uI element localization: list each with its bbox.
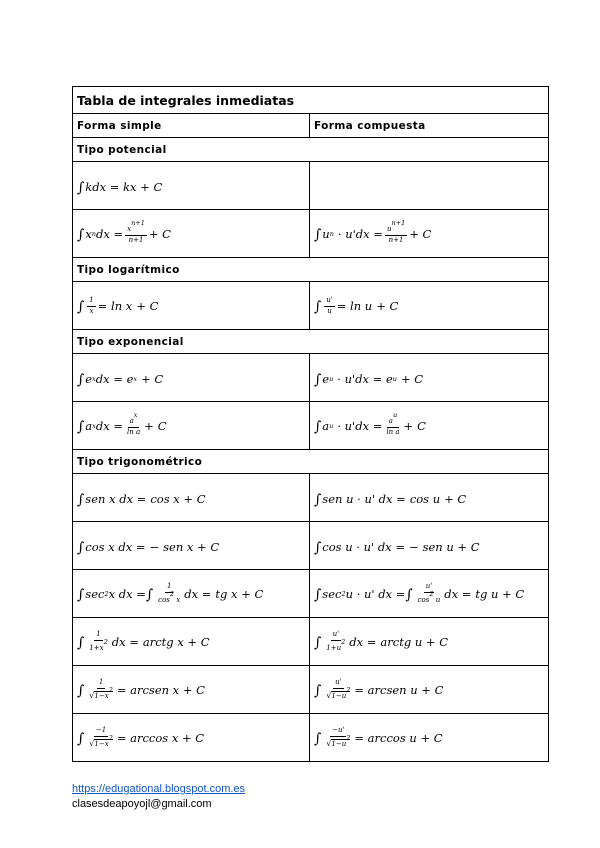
formula-pot2c: ∫ u n · u'dx = $\frac{u^{n+1}}{n+1}$ + C	[314, 218, 432, 244]
formula-cell	[310, 522, 549, 570]
footer	[72, 782, 245, 812]
contact-email: clasesdeapoyojl@gmail.com	[72, 798, 212, 810]
header-simple: Forma simple	[73, 114, 310, 138]
formula-cell	[310, 210, 549, 258]
formula-cell	[73, 714, 310, 762]
integrals-table	[72, 86, 549, 762]
blog-link[interactable]: https://edugational.blogspot.com.es	[72, 783, 246, 795]
formula-exp2c: ∫ a u · u'dx = $\frac{a^u}{\text{ln a}}$ + C	[314, 410, 426, 436]
section-logaritmico: Tipo logarítmico	[73, 258, 549, 282]
formula-trig5c: ∫ $\frac{u'}{√1-u^2}$ = arcsen u + C	[314, 677, 444, 700]
formula-cell	[310, 570, 549, 618]
formula-trig6c: ∫ $\frac{-u'}{√1-u^2}$ = arccos u + C	[314, 725, 443, 748]
formula-cell	[73, 162, 310, 210]
formula-exp1c: ∫ e u · u'dx = e u + C	[314, 372, 424, 388]
formula-trig6s: ∫ $\frac{-1}{√1-x^2}$ = arccos x + C	[77, 725, 205, 748]
formula-cell	[310, 618, 549, 666]
formula-cell	[73, 402, 310, 450]
formula-cell	[73, 474, 310, 522]
formula-exp2s: ∫ a x dx = $\frac{a^x}{\text{ln a}}$ + C	[77, 410, 167, 436]
formula-cell	[310, 666, 549, 714]
formula-cell	[310, 474, 549, 522]
formula-cell	[73, 618, 310, 666]
formula-cell	[310, 354, 549, 402]
formula-trig5s: ∫ $\frac{1}{√1-x^2}$ = arcsen x + C	[77, 677, 205, 700]
formula-cell	[73, 354, 310, 402]
formula-trig2c: ∫ cos u · u' dx = − sen u + C	[314, 540, 480, 556]
formula-cell	[73, 210, 310, 258]
formula-trig4s: ∫ $\frac{1}{1+x^2}$ dx = arctg x + C	[77, 629, 210, 652]
formula-cell-empty	[310, 162, 549, 210]
formula-cell	[310, 402, 549, 450]
formula-trig3c: ∫ sec 2 u · u' dx = ∫ $\frac{u'}{\cos^2 u}$ dx = tg u + C	[314, 581, 525, 604]
formula-trig4c: ∫ $\frac{u'}{1+u^2}$ dx = arctg u + C	[314, 629, 448, 652]
formula-pot1s: ∫ kdx = kx + C	[77, 180, 163, 196]
header-compuesta: Forma compuesta	[310, 114, 549, 138]
formula-cell	[73, 570, 310, 618]
formula-trig1s: ∫ sen x dx = cos x + C	[77, 492, 206, 508]
formula-trig2s: ∫ cos x dx = − sen x + C	[77, 540, 220, 556]
section-potencial: Tipo potencial	[73, 138, 549, 162]
formula-cell	[73, 282, 310, 330]
formula-trig3s: ∫ sec 2 x dx = ∫ $\frac{1}{\cos^2 x}$ dx = tg x + C	[77, 581, 264, 604]
formula-cell	[73, 666, 310, 714]
formula-cell	[310, 714, 549, 762]
section-exponencial: Tipo exponencial	[73, 330, 549, 354]
formula-cell	[73, 522, 310, 570]
formula-log1s: ∫ $\frac{1}{x}$ = ln x + C	[77, 296, 159, 316]
formula-trig1c: ∫ sen u · u' dx = cos u + C	[314, 492, 467, 508]
section-trigonometrico: Tipo trigonométrico	[73, 450, 549, 474]
formula-log1c: ∫ $\frac{u'}{u}$ = ln u + C	[314, 296, 399, 316]
formula-exp1s: ∫ e x dx = e x + C	[77, 372, 164, 388]
formula-cell	[310, 282, 549, 330]
formula-pot2s: ∫ x n dx = $\frac{x^{n+1}}{n+1}$ + C	[77, 218, 171, 244]
table-title: Tabla de integrales inmediatas	[73, 87, 549, 114]
